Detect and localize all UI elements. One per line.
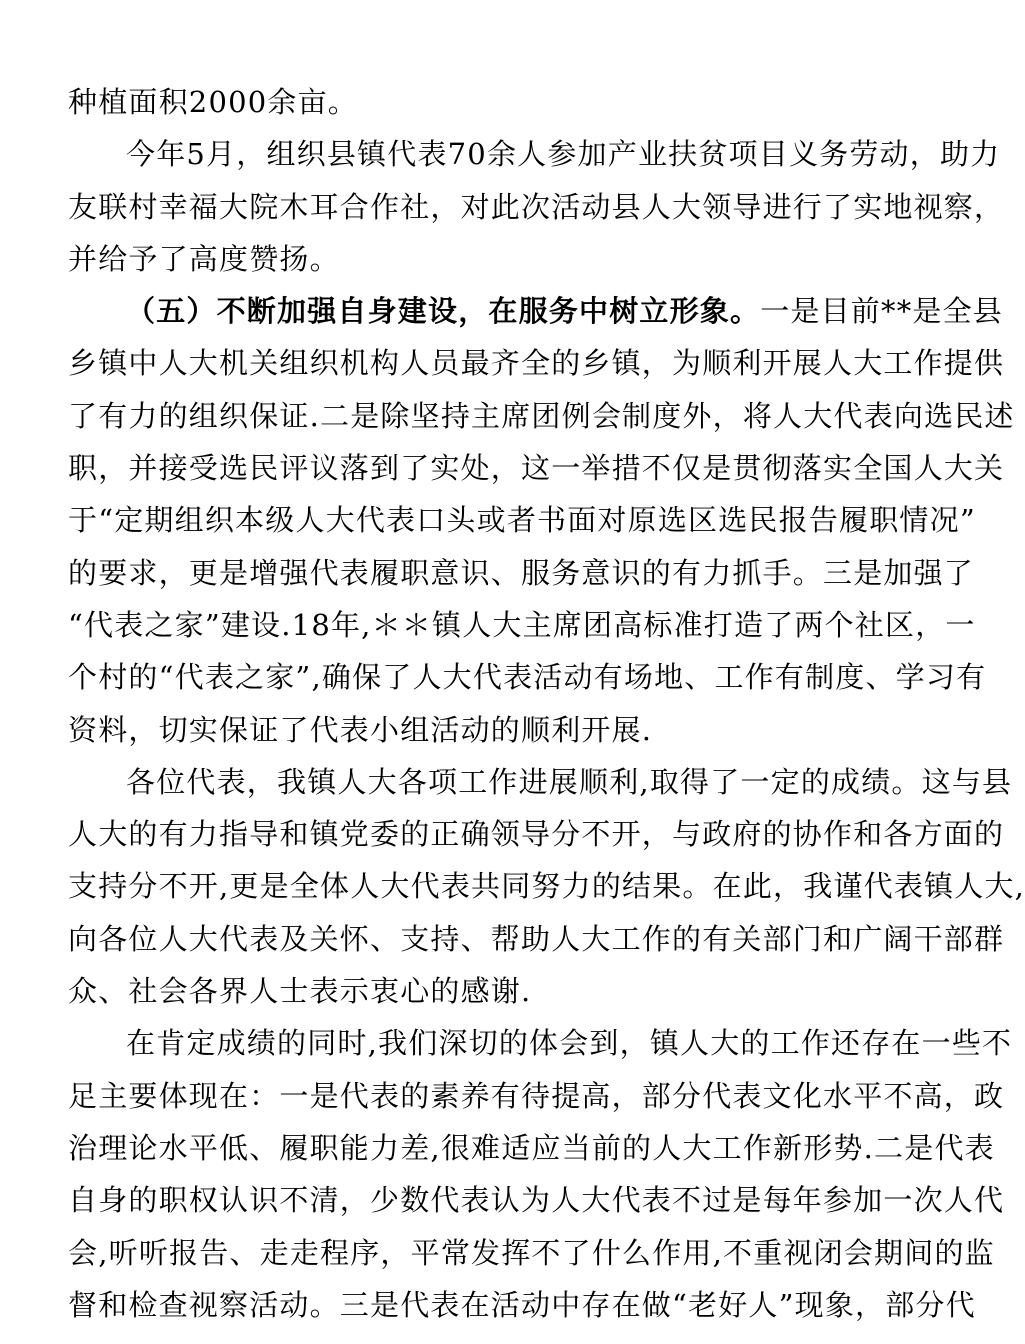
text-line xyxy=(68,390,1015,442)
text-line xyxy=(68,337,1005,389)
text-run: 自身的职权认识不清，少数代表认为人大代表不过是每年参加一次人代 xyxy=(68,1183,1005,1218)
text-line xyxy=(68,1070,1005,1122)
text-line xyxy=(68,704,886,756)
text-line xyxy=(68,128,1001,180)
text-run: 于“定期组织本级人大代表口头或者书面对原选区选民报告履职情况” xyxy=(68,503,976,538)
text-line xyxy=(68,1174,1005,1226)
text-run: 资料，切实保证了代表小组活动的顺利开展. xyxy=(68,712,653,747)
text-line xyxy=(68,965,886,1017)
text-run: 的要求，更是增强代表履职意识、服务意识的有力抓手。三是加强了 xyxy=(68,555,975,590)
text-line xyxy=(68,913,1005,965)
text-run: 督和检查视察活动。三是代表在活动中存在做“老好人”现象，部分代 xyxy=(68,1287,976,1322)
text-line xyxy=(68,599,976,651)
text-run: 友联村幸福大院木耳合作社，对此次活动县人大领导进行了实地视察， xyxy=(68,189,1005,224)
text-run: 人大的有力指导和镇党委的正确领导分不开，与政府的协作和各方面的 xyxy=(68,817,1005,852)
text-line xyxy=(68,442,1005,494)
text-run: 支持分不开,更是全体人大代表共同努力的结果。在此，我谨代表镇人大, xyxy=(68,869,1025,904)
text-line xyxy=(68,808,1005,860)
text-line xyxy=(68,1227,995,1279)
text-run: 今年5月，组织县镇代表70余人参加产业扶贫项目义务劳动，助力 xyxy=(126,137,1001,172)
text-run: 在肯定成绩的同时,我们深切的体会到，镇人大的工作还存在一些不 xyxy=(126,1026,1013,1061)
text-line xyxy=(68,1279,976,1331)
text-run: 众、社会各界人士表示衷心的感谢. xyxy=(68,974,532,1009)
text-line xyxy=(68,756,1013,808)
text-run: “代表之家”建设.18年,＊＊镇人大主席团高标准打造了两个社区，一 xyxy=(68,607,976,642)
text-line xyxy=(68,285,1004,337)
document-page xyxy=(68,76,1025,1331)
text-run: 一是目前**是全县 xyxy=(760,294,1004,329)
text-run: 各位代表，我镇人大各项工作进展顺利,取得了一定的成绩。这与县 xyxy=(126,764,1013,799)
text-run: 并给予了高度赞扬。 xyxy=(68,241,340,276)
text-line xyxy=(68,1122,995,1174)
text-run: 职，并接受选民评议落到了实处，这一举措不仅是贯彻落实全国人大关 xyxy=(68,451,1005,486)
text-line xyxy=(68,1017,1013,1069)
text-line xyxy=(68,651,987,703)
text-line xyxy=(68,181,1005,233)
section-heading: （五）不断加强自身建设，在服务中树立形象。 xyxy=(126,294,761,329)
text-line xyxy=(68,494,976,546)
text-run: 向各位人大代表及关怀、支持、帮助人大工作的有关部门和广阔干部群 xyxy=(68,921,1005,956)
text-line xyxy=(68,76,886,128)
text-run: 乡镇中人大机关组织机构人员最齐全的乡镇，为顺利开展人大工作提供 xyxy=(68,346,1005,381)
text-run: 了有力的组织保证.二是除坚持主席团例会制度外，将人大代表向选民述 xyxy=(68,398,1015,433)
text-run: 个村的“代表之家”,确保了人大代表活动有场地、工作有制度、学习有 xyxy=(68,660,987,695)
text-line xyxy=(68,547,975,599)
text-run: 种植面积2000余亩。 xyxy=(68,85,359,119)
text-line xyxy=(68,860,1025,912)
text-run: 会,听听报告、走走程序，平常发挥不了什么作用,不重视闭会期间的监 xyxy=(68,1235,995,1270)
text-line xyxy=(68,233,886,285)
text-run: 足主要体现在：一是代表的素养有待提高，部分代表文化水平不高，政 xyxy=(68,1078,1005,1113)
text-run: 治理论水平低、履职能力差,很难适应当前的人大工作新形势.二是代表 xyxy=(68,1130,995,1165)
